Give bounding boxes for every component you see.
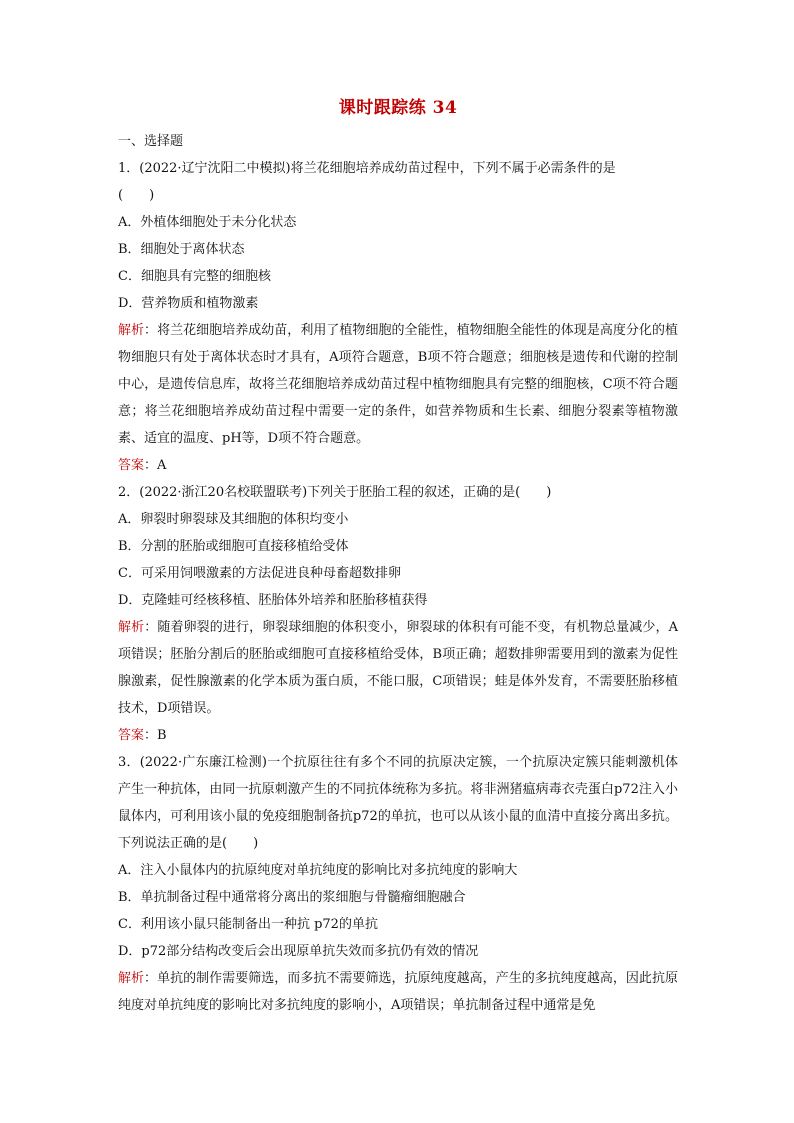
answer-label: 答案 [118,728,145,743]
section-heading: 一、选择题 [118,134,184,149]
option-c: C．利用该小鼠只能制备出一种抗 p72的单抗 [118,917,378,932]
answer [118,722,678,749]
option-d: D．营养物质和植物激素 [118,296,259,311]
analysis [118,614,678,722]
analysis-label: 解析 [118,620,145,635]
option-c: C．细胞具有完整的细胞核 [118,269,271,284]
question-1 [118,155,678,479]
option-c: C．可采用饲喂激素的方法促进良种母畜超数排卵 [118,566,401,581]
option-d: D．p72部分结构改变后会出现原单抗失效而多抗仍有效的情况 [118,944,479,959]
page-title: 课时跟踪练 34 [338,98,458,118]
question-stem: 1．(2022·辽宁沈阳二中模拟)将兰花细胞培养成幼苗过程中，下列不属于必需条件的是 [118,161,616,176]
answer-label: 答案 [118,458,145,473]
answer [118,452,678,479]
analysis-text: ：将兰花细胞培养成幼苗，利用了植物细胞的全能性，植物细胞全能性的体现是高度分化的植物细胞只有处于离体状态时才具有，A项符合题意，B项不符合题意；细胞核是遗传和代谢的控制中心，是遗传信息库，故将兰花细胞培养成幼苗过程中植物细胞具有完整的细胞核，C项不符合题意；将兰花细胞培养成幼苗过程中需要一定的条件，如营养物质和生长素、细胞分裂素等植物激素、适宜的温度、pH等，D项不符合题意。 [118,323,678,446]
option-b: B．细胞处于离体状态 [118,242,245,257]
option-b: B．分割的胚胎或细胞可直接移植给受体 [118,539,349,554]
option-d: D．克隆蛙可经核移植、胚胎体外培养和胚胎移植获得 [118,593,428,608]
option-a: A．卵裂时卵裂球及其细胞的体积均变小 [118,512,349,527]
analysis-text: ：单抗的制作需要筛选，而多抗不需要筛选，抗原纯度越高，产生的多抗纯度越高，因此抗原纯度对单抗纯度的影响比对多抗纯度的影响小，A项错误；单抗制备过程中通常是免 [118,971,678,1013]
analysis-label: 解析 [118,323,145,338]
answer-value: ：B [144,728,167,743]
analysis-text: ：随着卵裂的进行，卵裂球细胞的体积变小，卵裂球的体积有可能不变，有机物总量减少，A项错误；胚胎分割后的胚胎或细胞可直接移植给受体，B项正确；超数排卵需要用到的激素为促性腺激素，促性腺激素的化学本质为蛋白质，不能口服，C项错误；蛙是体外发育，不需要胚胎移植技术，D项错误。 [118,620,678,716]
question-3 [118,749,678,1019]
option-a: A．注入小鼠体内的抗原纯度对单抗纯度的影响比对多抗纯度的影响大 [118,863,518,878]
analysis [118,317,678,452]
question-stem: 2．(2022·浙江20名校联盟联考)下列关于胚胎工程的叙述，正确的是( ) [118,485,552,500]
option-a: A．外植体细胞处于未分化状态 [118,215,297,230]
option-b: B．单抗制备过程中通常将分离出的浆细胞与骨髓瘤细胞融合 [118,890,466,905]
question-stem-continued: ( ) [118,188,155,203]
answer-value: ：A [144,458,167,473]
question-stem: 3．(2022·广东廉江检测)一个抗原往往有多个不同的抗原决定簇，一个抗原决定簇只能刺激机体产生一种抗体，由同一抗原刺激产生的不同抗体统称为多抗。将非洲猪瘟病毒衣壳蛋白p72注入小鼠体内，可利用该小鼠的免疫细胞制备抗p72的单抗，也可以从该小鼠的血清中直接分离出多抗。下列说法正确的是( ) [118,755,678,851]
analysis [118,965,678,1019]
document-page [118,96,678,1019]
question-2 [118,479,678,749]
analysis-label: 解析 [118,971,145,986]
